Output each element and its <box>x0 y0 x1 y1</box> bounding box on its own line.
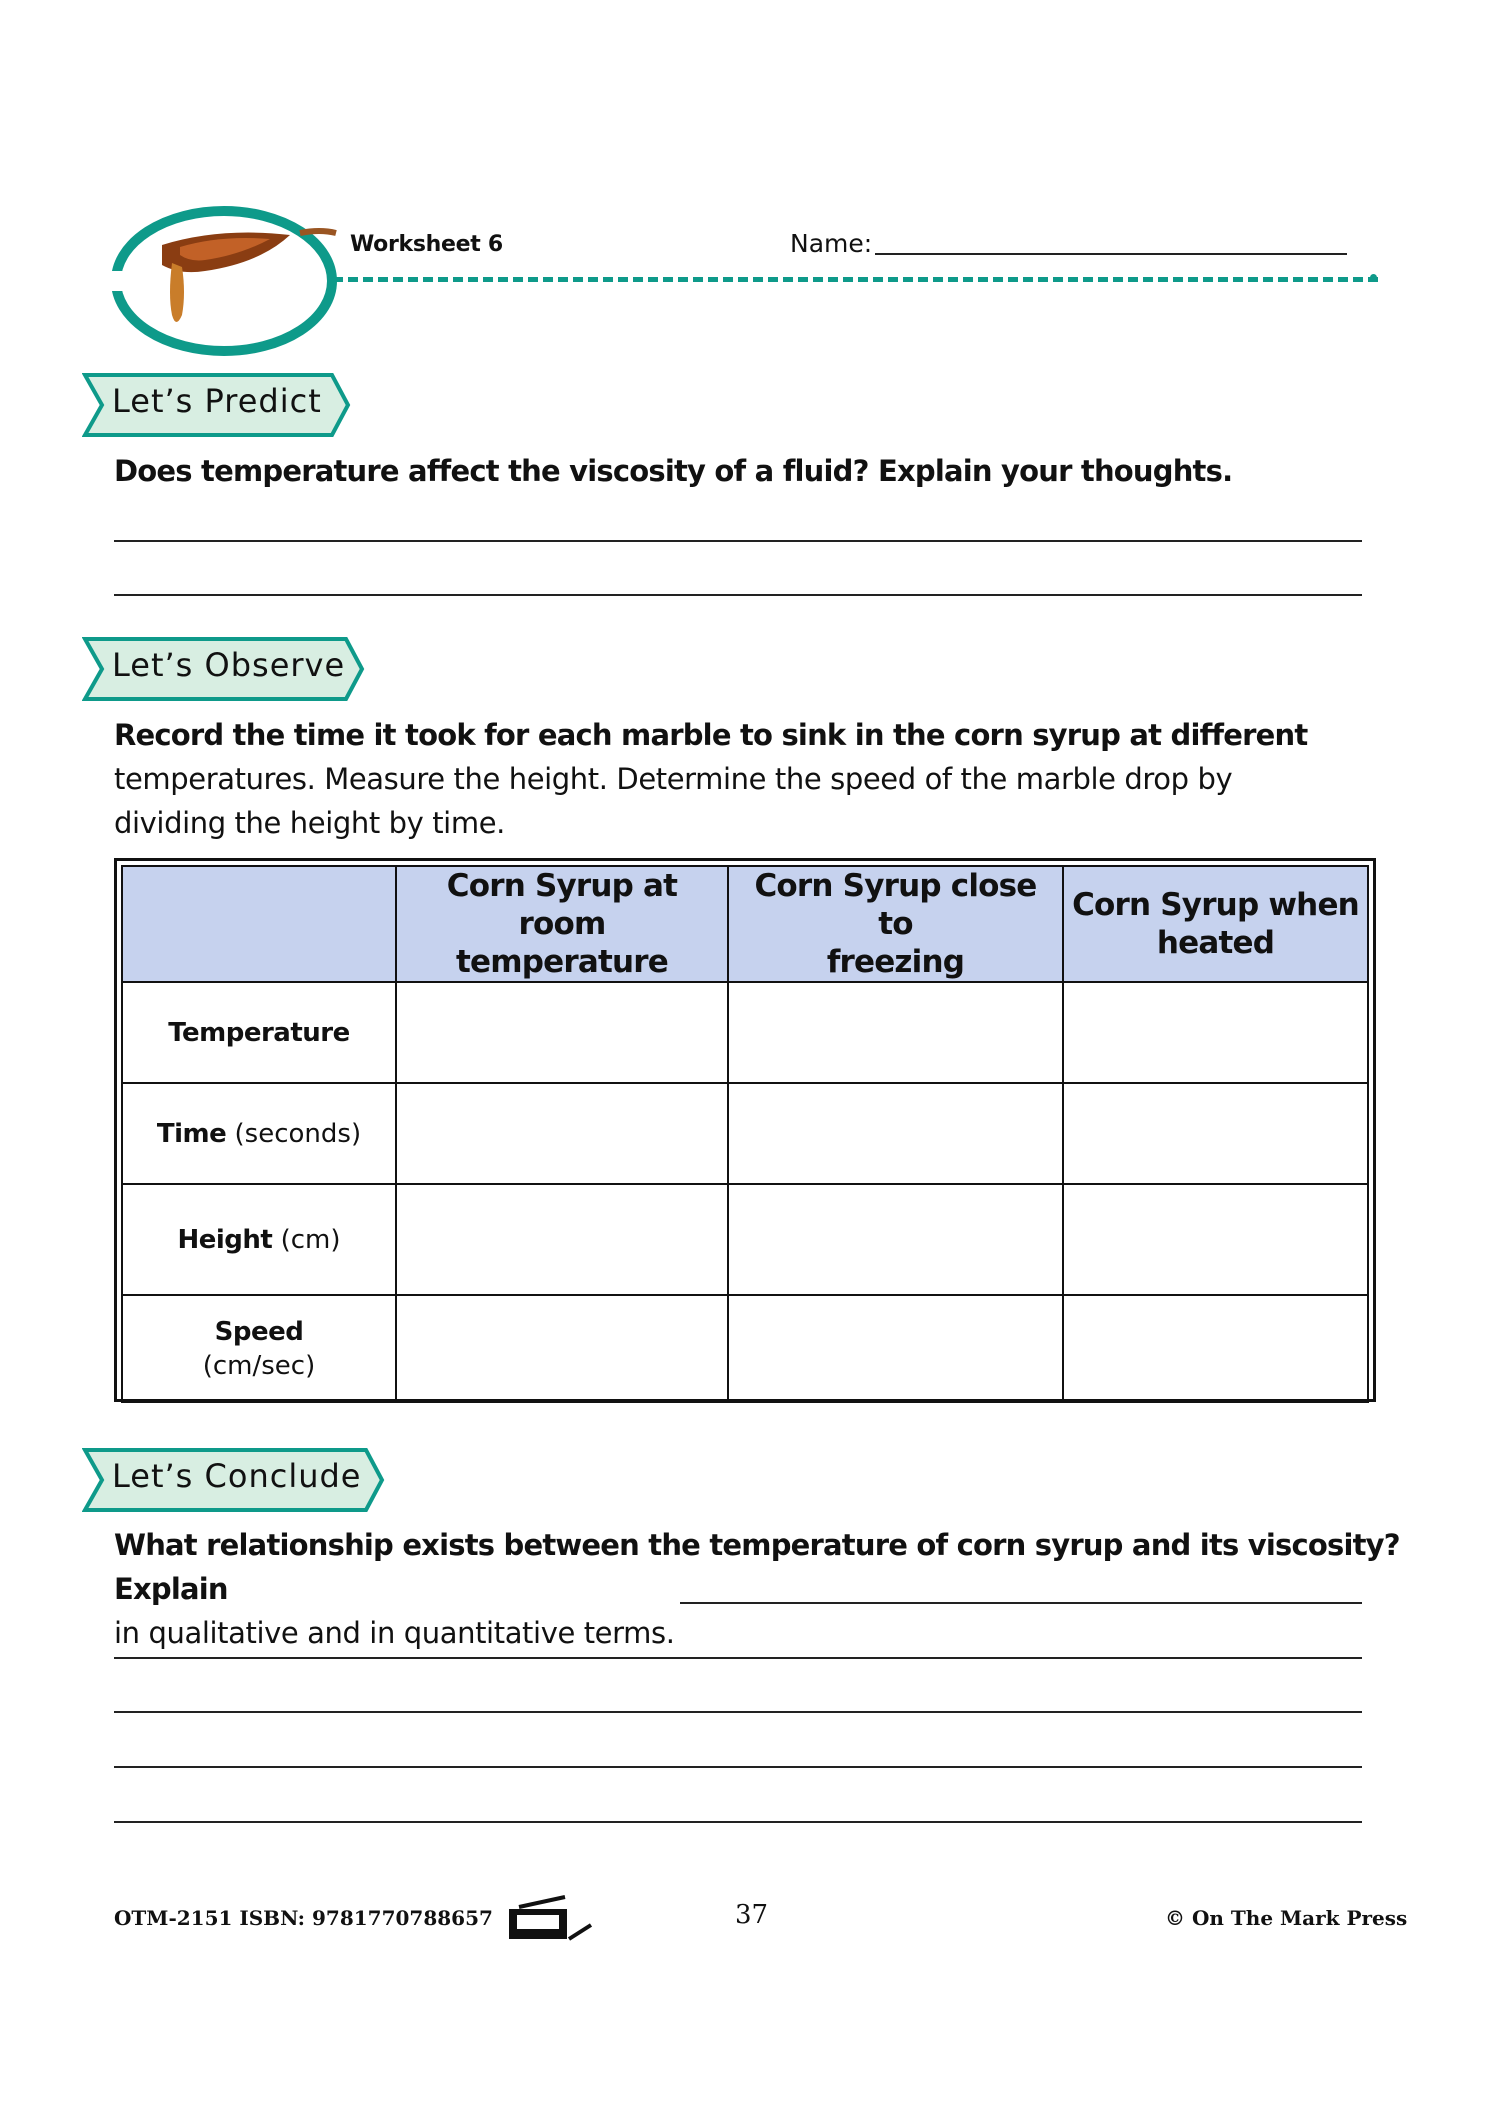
table-cell[interactable] <box>396 1083 728 1184</box>
footer-isbn: OTM-2151 ISBN: 9781770788657 <box>114 1906 493 1930</box>
conclude-question <box>114 1523 1489 1655</box>
name-label: Name: <box>790 229 873 258</box>
conclude-answer-line-3[interactable] <box>114 1766 1362 1768</box>
section-title-observe: Let’s Observe <box>112 646 346 684</box>
table-cell[interactable] <box>728 1184 1063 1295</box>
observe-instruction <box>114 713 1307 845</box>
name-field-line[interactable] <box>875 253 1347 255</box>
table-row-speed <box>122 1295 1368 1402</box>
section-title-predict: Let’s Predict <box>112 382 322 420</box>
header-dashed-divider <box>333 277 1378 282</box>
table-header-row <box>122 866 1368 982</box>
column-header-close-to-freezing: Corn Syrup close to freezing <box>728 866 1063 982</box>
conclude-answer-line-2[interactable] <box>114 1711 1362 1713</box>
computer-icon <box>507 1895 595 1943</box>
observation-table <box>114 858 1376 1402</box>
table-header-blank <box>122 866 396 982</box>
table-cell[interactable] <box>396 1184 728 1295</box>
observe-instruction-line-3: dividing the height by time. <box>114 806 505 840</box>
section-tab-predict <box>82 372 352 438</box>
header-divider-dot <box>1370 274 1377 281</box>
predict-answer-line-2[interactable] <box>114 594 1362 596</box>
section-tab-conclude <box>82 1447 386 1513</box>
predict-question: Does temperature affect the viscosity of a fluid? Explain your thoughts. <box>114 454 1233 488</box>
table-cell[interactable] <box>728 1295 1063 1402</box>
page-number: 37 <box>735 1900 769 1930</box>
table-cell[interactable] <box>728 1083 1063 1184</box>
conclude-question-line-2: in qualitative and in quantitative terms. <box>114 1616 675 1650</box>
column-header-room-temperature: Corn Syrup at room temperature <box>396 866 728 982</box>
section-tab-observe <box>82 636 366 702</box>
row-label-temperature: Temperature <box>122 982 396 1083</box>
section-title-conclude: Let’s Conclude <box>112 1457 362 1495</box>
conclude-question-line-1: What relationship exists between the temperature of corn syrup and its viscosity? Explain <box>114 1528 1400 1606</box>
table-cell[interactable] <box>1063 1184 1368 1295</box>
table-cell[interactable] <box>1063 982 1368 1083</box>
conclude-answer-line-1[interactable] <box>114 1657 1362 1659</box>
observe-instruction-line-1: Record the time it took for each marble to sink in the corn syrup at different <box>114 718 1308 752</box>
observe-instruction-line-2: temperatures. Measure the height. Determine the speed of the marble drop by <box>114 762 1233 796</box>
predict-answer-line-1[interactable] <box>114 540 1362 542</box>
row-label-height: Height (cm) <box>122 1184 396 1295</box>
table-cell[interactable] <box>1063 1295 1368 1402</box>
worksheet-number: Worksheet 6 <box>350 232 503 257</box>
row-label-speed: Speed (cm/sec) <box>122 1295 396 1402</box>
table-cell[interactable] <box>1063 1083 1368 1184</box>
row-label-time: Time (seconds) <box>122 1083 396 1184</box>
table-row-temperature <box>122 982 1368 1083</box>
table-cell[interactable] <box>396 982 728 1083</box>
table-row-time <box>122 1083 1368 1184</box>
syrup-spoon-icon <box>110 205 338 357</box>
footer-copyright: © On The Mark Press <box>1165 1906 1408 1930</box>
table-cell[interactable] <box>396 1295 728 1402</box>
table-row-height <box>122 1184 1368 1295</box>
conclude-answer-line-4[interactable] <box>114 1821 1362 1823</box>
table-cell[interactable] <box>728 982 1063 1083</box>
conclude-answer-line-inline[interactable] <box>680 1602 1362 1604</box>
column-header-heated: Corn Syrup when heated <box>1063 866 1368 982</box>
